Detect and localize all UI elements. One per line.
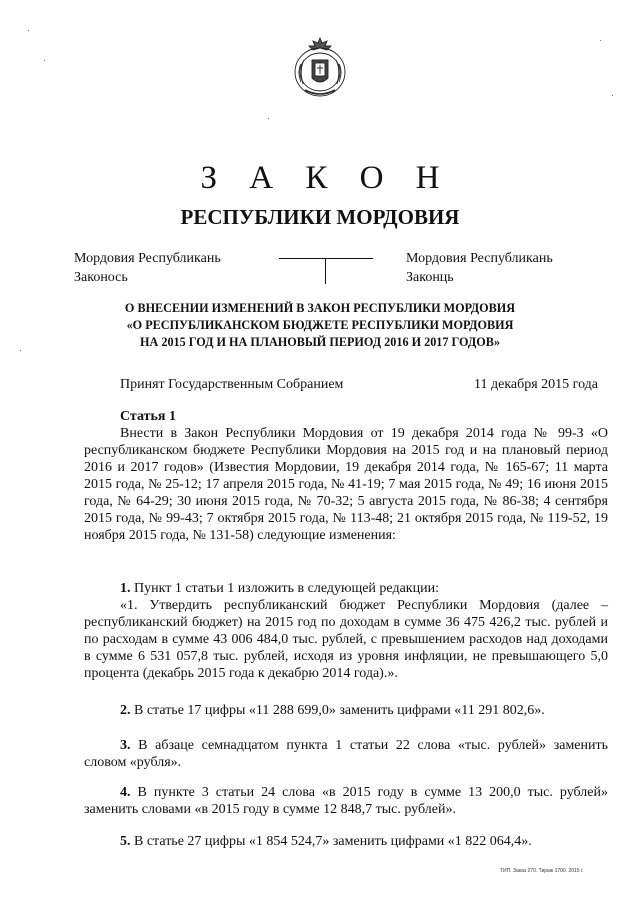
header-right-line1: Мордовия Республикань bbox=[406, 251, 553, 266]
amendment-item-1 bbox=[84, 580, 608, 682]
amendment-item-4 bbox=[84, 784, 608, 818]
scan-speck bbox=[268, 118, 269, 119]
scan-speck bbox=[20, 350, 21, 351]
scan-speck bbox=[600, 40, 601, 41]
adopted-by: Принят Государственным Собранием bbox=[120, 377, 344, 392]
law-title-line3: НА 2015 ГОД И НА ПЛАНОВЫЙ ПЕРИОД 2016 И 2017 ГОДОВ» bbox=[140, 335, 500, 349]
item-text: В пункте 3 статьи 24 слова «в 2015 году в сумме 13 200,0 тыс. рублей» заменить словами «в 2015 году в сумме 12 848,7 тыс. рублей». bbox=[84, 785, 608, 817]
print-run-note: ТИП. Заказ 270. Тираж 1700. 2015 г. bbox=[500, 868, 584, 874]
document-title: З А К О Н bbox=[200, 160, 452, 196]
amendment-item-1-quote: «1. Утвердить республиканский бюджет Республики Мордовия (далее – республиканский бюджет) на 2015 год по доходам в сумме 36 475 426,2 тыс. рублей и по расходам в сумме 43 006 484,0 тыс. рублей, с превышением расходов над доходами в сумме 6 531 057,8 тыс. рублей, исходя из уровня инфляции, не превышающего 5,0 процента (декабрь 2015 года к декабрю 2014 года).». bbox=[84, 598, 608, 681]
item-number: 1. bbox=[120, 581, 131, 596]
item-number: 5. bbox=[120, 834, 131, 849]
amendment-item-1-lead bbox=[84, 580, 608, 597]
header-left-line1: Мордовия Республикань bbox=[74, 251, 221, 266]
article-heading: Статья 1 bbox=[120, 409, 176, 424]
amendment-item-3 bbox=[84, 737, 608, 771]
amendment-item-2 bbox=[84, 702, 608, 719]
header-divider-stem bbox=[325, 258, 326, 284]
law-title-line2: «О РЕСПУБЛИКАНСКОМ БЮДЖЕТЕ РЕСПУБЛИКИ МОРДОВИЯ bbox=[126, 318, 514, 332]
header-left-line2: Законось bbox=[74, 270, 128, 285]
header-divider bbox=[279, 258, 373, 259]
item-text: В абзаце семнадцатом пункта 1 статьи 22 слова «тыс. рублей» заменить словом «рубля». bbox=[84, 738, 608, 770]
law-title-line1: О ВНЕСЕНИИ ИЗМЕНЕНИЙ В ЗАКОН РЕСПУБЛИКИ МОРДОВИЯ bbox=[124, 301, 516, 315]
adopted-date: 11 декабря 2015 года bbox=[474, 377, 599, 392]
item-number: 3. bbox=[120, 738, 131, 753]
header-right-block bbox=[406, 249, 553, 287]
scan-speck bbox=[612, 95, 613, 96]
article-intro-paragraph: Внести в Закон Республики Мордовия от 19 декабря 2014 года № 99-З «О республиканском бюджете Республики Мордовия на 2015 год и на плановый период 2016 и 2017 годов» (Известия Мордовии, 19 декабря 2014 года, № 165-67; 11 марта 2015 года, № 25-12; 17 апреля 2015 года, № 41-19; 7 мая 2015 года, № 49; 16 июня 2015 года, № 64-29; 30 июня 2015 года, № 70-32; 5 августа 2015 года, № 86-38; 4 сентября 2015 года, № 99-43; 7 октября 2015 года, № 113-48; 21 октября 2015 года, № 119-52, 19 ноября 2015 года, № 131-58) следующие изменения: bbox=[84, 426, 608, 543]
coat-of-arms-emblem bbox=[291, 34, 349, 100]
scan-speck bbox=[44, 60, 45, 61]
item-text: В статье 27 цифры «1 854 524,7» заменить цифрами «1 822 064,4». bbox=[130, 834, 532, 849]
header-left-block bbox=[74, 249, 221, 287]
item-number: 2. bbox=[120, 703, 131, 718]
header-right-line2: Законць bbox=[406, 270, 454, 285]
amendment-item-5 bbox=[84, 833, 608, 850]
item-number: 4. bbox=[120, 785, 131, 800]
item-text: Пункт 1 статьи 1 изложить в следующей редакции: bbox=[130, 581, 439, 596]
item-text: В статье 17 цифры «11 288 699,0» заменить цифрами «11 291 802,6». bbox=[130, 703, 545, 718]
document-subtitle: РЕСПУБЛИКИ МОРДОВИЯ bbox=[180, 205, 460, 229]
scan-speck bbox=[28, 30, 29, 31]
law-title bbox=[120, 300, 520, 351]
